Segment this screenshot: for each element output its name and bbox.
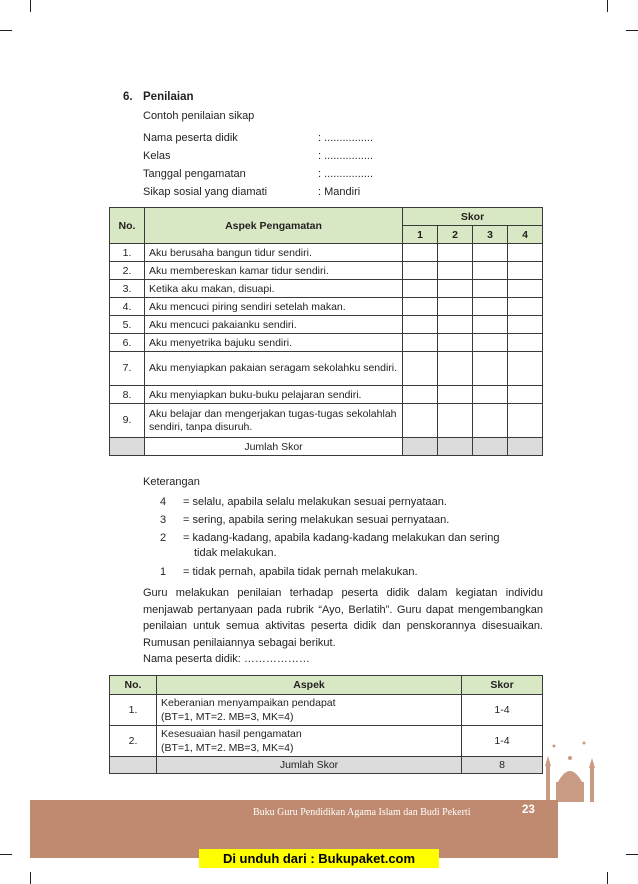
score-cell[interactable] xyxy=(403,386,438,404)
total-blank xyxy=(438,438,473,456)
aspek-line1: Kesesuaian hasil pengamatan xyxy=(161,728,302,740)
keterangan-text: = sering, apabila sering melakukan sesuai pernyataan. xyxy=(183,514,450,526)
row-no: 5. xyxy=(110,316,145,334)
nama-line: Nama peserta didik: ……………… xyxy=(143,653,310,665)
col-no: No. xyxy=(110,208,145,244)
table-row xyxy=(110,695,543,726)
row-text: Aku membereskan kamar tidur sendiri. xyxy=(145,262,403,280)
keterangan-text: tidak melakukan. xyxy=(194,547,277,559)
table-row xyxy=(110,386,543,404)
score-cell[interactable] xyxy=(438,298,473,316)
row-no: 2. xyxy=(110,262,145,280)
total-blank xyxy=(110,757,157,774)
row-no: 6. xyxy=(110,334,145,352)
section-subtitle: Contoh penilaian sikap xyxy=(143,110,255,122)
table-row xyxy=(110,404,543,438)
crop-mark xyxy=(0,854,12,855)
row-aspek xyxy=(157,695,462,726)
col-aspek: Aspek Pengamatan xyxy=(145,208,403,244)
score-cell[interactable] xyxy=(508,386,543,404)
row-no: 2. xyxy=(110,726,157,757)
section-number: 6. xyxy=(123,91,133,103)
mosque-decoration-icon xyxy=(540,738,602,802)
table-row xyxy=(110,298,543,316)
score-cell[interactable] xyxy=(403,262,438,280)
row-text: Aku mencuci pakaianku sendiri. xyxy=(145,316,403,334)
score-cell[interactable] xyxy=(403,298,438,316)
total-blank xyxy=(473,438,508,456)
col-no: No. xyxy=(110,676,157,695)
identity-value: : ................ xyxy=(318,132,374,144)
score-cell[interactable] xyxy=(403,316,438,334)
row-no: 4. xyxy=(110,298,145,316)
keterangan-num: 1 xyxy=(160,566,167,578)
identity-label: Kelas xyxy=(143,150,171,162)
score-cell[interactable] xyxy=(403,404,438,438)
total-value: 8 xyxy=(462,757,543,774)
keterangan-title: Keterangan xyxy=(143,476,200,488)
page-number: 23 xyxy=(522,804,535,816)
crop-mark xyxy=(0,30,12,31)
row-text: Aku menyiapkan pakaian seragam sekolahku sendiri. xyxy=(145,352,403,386)
score-cell[interactable] xyxy=(438,334,473,352)
score-cell[interactable] xyxy=(438,386,473,404)
score-cell[interactable] xyxy=(438,262,473,280)
table-row xyxy=(110,262,543,280)
identity-label: Sikap sosial yang diamati xyxy=(143,186,268,198)
aspek-line2: (BT=1, MT=2. MB=3, MK=4) xyxy=(161,742,294,754)
identity-label: Tanggal pengamatan xyxy=(143,168,246,180)
body-paragraph: Guru melakukan penilaian terhadap peserta didik dalam kegiatan individu menjawab pertanyaan pada rubrik “Ayo, Berlatih”. Guru dapat mengembangkan penilaian untuk semua aktivitas peserta didik dan penskorannya disesuaikan. Rumusan penilaiannya sebagai berikut. xyxy=(143,587,543,649)
download-banner[interactable]: Di unduh dari : Bukupaket.com xyxy=(199,849,439,868)
score-cell[interactable] xyxy=(473,298,508,316)
score-cell[interactable] xyxy=(473,262,508,280)
table-row xyxy=(110,280,543,298)
row-no: 1. xyxy=(110,695,157,726)
table-row xyxy=(110,316,543,334)
score-cell[interactable] xyxy=(438,404,473,438)
aspek-line1: Keberanian menyampaikan pendapat xyxy=(161,697,336,709)
score-cell[interactable] xyxy=(438,316,473,334)
score-cell[interactable] xyxy=(508,262,543,280)
score-cell[interactable] xyxy=(403,352,438,386)
row-text: Aku mencuci piring sendiri setelah makan. xyxy=(145,298,403,316)
table-row xyxy=(110,352,543,386)
table-row xyxy=(110,726,543,757)
row-text: Aku menyetrika bajuku sendiri. xyxy=(145,334,403,352)
crop-mark xyxy=(607,0,608,12)
crop-mark xyxy=(626,854,638,855)
score-cell[interactable] xyxy=(473,280,508,298)
crop-mark xyxy=(626,30,638,31)
col-skor-1: 1 xyxy=(403,226,438,244)
total-blank xyxy=(110,438,145,456)
score-cell[interactable] xyxy=(508,334,543,352)
keterangan-text: = tidak pernah, apabila tidak pernah melakukan. xyxy=(183,566,418,578)
attitude-table xyxy=(109,207,543,456)
col-skor: Skor xyxy=(462,676,543,695)
score-cell[interactable] xyxy=(508,404,543,438)
assessment-table xyxy=(109,675,543,774)
score-cell[interactable] xyxy=(508,298,543,316)
row-text: Aku menyiapkan buku-buku pelajaran sendiri. xyxy=(145,386,403,404)
footer-book-title: Buku Guru Pendidikan Agama Islam dan Budi Pekerti xyxy=(253,807,471,818)
row-skor: 1-4 xyxy=(462,726,543,757)
row-no: 7. xyxy=(110,352,145,386)
keterangan-num: 3 xyxy=(160,514,167,526)
score-cell[interactable] xyxy=(403,280,438,298)
keterangan-text: = selalu, apabila selalu melakukan sesuai pernyataan. xyxy=(183,496,447,508)
identity-label: Nama peserta didik xyxy=(143,132,238,144)
aspek-line2: (BT=1, MT=2. MB=3, MK=4) xyxy=(161,711,294,723)
score-cell[interactable] xyxy=(508,352,543,386)
col-skor: Skor xyxy=(403,208,543,226)
table-row xyxy=(110,334,543,352)
row-no: 8. xyxy=(110,386,145,404)
col-aspek: Aspek xyxy=(157,676,462,695)
row-no: 1. xyxy=(110,244,145,262)
score-cell[interactable] xyxy=(473,244,508,262)
total-row xyxy=(110,438,543,456)
row-aspek xyxy=(157,726,462,757)
row-text: Aku berusaha bangun tidur sendiri. xyxy=(145,244,403,262)
identity-value: : ................ xyxy=(318,168,374,180)
score-cell[interactable] xyxy=(473,404,508,438)
crop-mark xyxy=(30,872,31,884)
score-cell[interactable] xyxy=(473,334,508,352)
score-cell[interactable] xyxy=(473,352,508,386)
identity-value: : ................ xyxy=(318,150,374,162)
score-cell[interactable] xyxy=(403,244,438,262)
score-cell[interactable] xyxy=(438,244,473,262)
keterangan-num: 2 xyxy=(160,532,167,544)
total-blank xyxy=(403,438,438,456)
keterangan-num: 4 xyxy=(160,496,167,508)
identity-value: : Mandiri xyxy=(318,186,361,198)
score-cell[interactable] xyxy=(508,316,543,334)
keterangan-text: = kadang-kadang, apabila kadang-kadang melakukan dan sering xyxy=(183,532,500,544)
crop-mark xyxy=(30,0,31,12)
score-cell[interactable] xyxy=(508,280,543,298)
total-blank xyxy=(508,438,543,456)
table-row xyxy=(110,244,543,262)
row-no: 3. xyxy=(110,280,145,298)
row-skor: 1-4 xyxy=(462,695,543,726)
col-skor-3: 3 xyxy=(473,226,508,244)
score-cell[interactable] xyxy=(473,316,508,334)
score-cell[interactable] xyxy=(438,352,473,386)
score-cell[interactable] xyxy=(508,244,543,262)
col-skor-2: 2 xyxy=(438,226,473,244)
col-skor-4: 4 xyxy=(508,226,543,244)
total-row xyxy=(110,757,543,774)
crop-mark xyxy=(607,872,608,884)
score-cell[interactable] xyxy=(473,386,508,404)
score-cell[interactable] xyxy=(403,334,438,352)
total-label: Jumlah Skor xyxy=(145,438,403,456)
total-label: Jumlah Skor xyxy=(157,757,462,774)
section-title: Penilaian xyxy=(143,91,194,103)
row-text: Aku belajar dan mengerjakan tugas-tugas sekolahlah sendiri, tanpa disuruh. xyxy=(145,404,403,438)
row-text: Ketika aku makan, disuapi. xyxy=(145,280,403,298)
score-cell[interactable] xyxy=(438,280,473,298)
row-no: 9. xyxy=(110,404,145,438)
